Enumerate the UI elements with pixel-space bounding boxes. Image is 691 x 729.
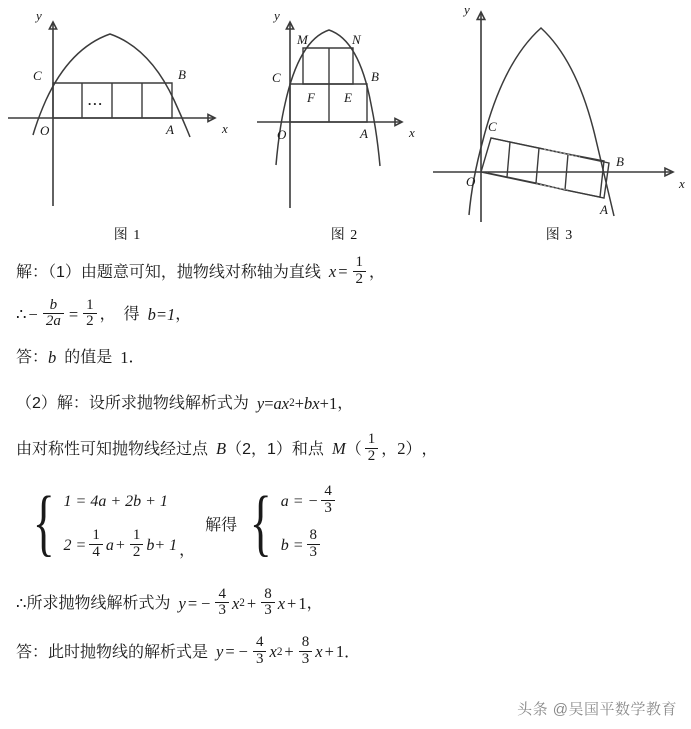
line8-fraction-4-3: [253, 635, 267, 668]
sol-a-den: 3: [321, 500, 335, 517]
line4-expr-x2: x: [312, 394, 320, 414]
sol-a-lead: a = −: [280, 492, 319, 510]
line1-prefix: 解：（1）由题意可知，抛物线对称轴为直线: [16, 263, 321, 281]
line7-minus: −: [201, 593, 211, 613]
line5-middle: 和点: [291, 440, 324, 458]
line5-fraction-half: [365, 432, 379, 465]
line8-plus: +: [284, 642, 294, 662]
solution-value-a: [281, 480, 338, 524]
line8-f1-num: 4: [255, 634, 264, 650]
line5-comma: ，: [421, 440, 438, 458]
point-label-B: B: [371, 69, 379, 84]
line4-expr-y: y: [256, 394, 265, 414]
point-label-B: B: [616, 154, 624, 169]
sys-eq2-b: b: [146, 536, 155, 554]
figure-3-caption: 图 3: [545, 228, 574, 243]
point-label-E: E: [344, 90, 352, 105]
slanted-squares: [481, 138, 609, 198]
line3-period: ．: [128, 349, 145, 367]
line1-frac-den: 2: [353, 271, 367, 288]
axis-label-y: y: [274, 8, 280, 23]
axes: [433, 12, 673, 222]
line7-f2-den: 3: [261, 602, 275, 619]
line8-text: 此时抛物线的解析式是: [48, 643, 209, 661]
line2-fraction-b-2a: [43, 298, 64, 331]
axis-label-y: y: [36, 8, 42, 23]
axis-label-y: y: [464, 2, 470, 17]
line4-expr-x: x: [281, 394, 290, 414]
line7-f1-den: 3: [215, 602, 229, 619]
ellipsis-label: ...: [88, 93, 104, 108]
figure-1-canvas: [0, 0, 255, 225]
line5-frac-den: 2: [365, 448, 379, 465]
figure-3: [428, 0, 691, 250]
line1-equals: =: [338, 262, 348, 282]
sys-eq2-frac-1-4: [89, 528, 103, 561]
line7-plus: +: [246, 593, 257, 613]
line2-frac1-den: 2a: [43, 313, 64, 330]
line5-frac-num: 1: [367, 431, 376, 447]
line2-frac1-num: b: [49, 296, 58, 313]
line7-eq: =: [187, 593, 198, 613]
sys-eq2-f2-den: 2: [130, 544, 144, 561]
line7-x2: x: [277, 593, 286, 613]
line2-equals: =: [68, 304, 79, 324]
figure-3-canvas: [428, 0, 691, 225]
equation-system-right: [243, 480, 338, 568]
figure-2-canvas: [252, 0, 437, 225]
figure-1: [0, 0, 255, 250]
line7-comma: ，: [306, 595, 323, 613]
point-label-C: C: [488, 119, 497, 134]
line4-comma: ，: [337, 395, 354, 413]
line2-frac2-den: 2: [83, 313, 97, 330]
line4-expr-b: b: [304, 394, 313, 414]
point-label-N: N: [352, 32, 361, 47]
sol-b-lead: b =: [280, 536, 304, 554]
line3-value: 1: [120, 348, 129, 368]
sys-eq2-a: a: [105, 536, 114, 554]
sys-eq1: 1 = 4a + 2b + 1: [63, 492, 168, 510]
solution-line-5: [16, 433, 675, 466]
figure-1-caption: 图 1: [113, 228, 142, 243]
system-comma: ，: [179, 541, 196, 559]
line2-minus: −: [28, 304, 38, 324]
point-label-B: B: [178, 67, 186, 82]
axis-label-x: x: [409, 125, 415, 140]
line7-x: x: [231, 593, 240, 613]
line8-eq: =: [225, 642, 235, 662]
line7-plus2: +: [287, 593, 297, 613]
line8-period: ．: [344, 643, 361, 661]
line5-point-b: B: [216, 439, 227, 459]
solution-system-line: [16, 480, 675, 568]
sol-b-fraction: [307, 528, 321, 561]
line4-expr-plus2: +: [319, 394, 329, 414]
line8-one: 1: [335, 642, 345, 662]
line8-minus: −: [238, 642, 248, 662]
line7-f1-num: 4: [218, 585, 226, 602]
line4-expr-plus1: +: [294, 394, 305, 414]
line8-answer-label: 答：: [16, 643, 49, 661]
line3-var-b: b: [48, 348, 57, 368]
line4-expr-pow: 2: [289, 397, 295, 410]
point-label-O: O: [466, 174, 476, 189]
line2-therefore: ∴: [16, 304, 27, 324]
line5-coord-comma: ，: [381, 440, 398, 458]
point-label-C: C: [272, 70, 281, 85]
line5-point-b-coords: （2，1）: [226, 440, 292, 458]
solution-rows: [279, 480, 338, 568]
line7-text: 所求抛物线解析式为: [26, 595, 171, 613]
line7-one: 1: [298, 593, 307, 613]
sys-eq2-tail: + 1: [154, 536, 178, 554]
line1-var-x: x: [328, 262, 337, 282]
watermark-text: 头条 @吴国平数学教育: [517, 701, 677, 718]
line5-coord-y: 2: [397, 439, 406, 459]
line2-comma: ，: [99, 306, 116, 324]
solution-line-7: [16, 585, 675, 621]
line8-pow: 2: [276, 645, 283, 658]
sys-eq2-f2-num: 1: [132, 527, 141, 544]
sol-b-den: 3: [307, 544, 321, 561]
line3-answer-label: 答：: [16, 349, 49, 367]
system-jiede-label: 解得: [205, 517, 238, 534]
line5-prefix: 由对称性可知抛物线经过点: [16, 440, 209, 458]
line7-fraction-4-3: [215, 587, 229, 620]
sol-a-num: 4: [324, 483, 332, 500]
left-brace: {: [32, 481, 55, 564]
line7-y: y: [178, 593, 186, 613]
inscribed-rectangles: [53, 83, 172, 118]
right-brace: {: [249, 481, 272, 564]
line4-prefix: （2）解：设所求抛物线解析式为: [16, 395, 249, 413]
line4-expr-one: 1: [328, 394, 338, 414]
line8-y: y: [216, 642, 224, 662]
equation-system-left: [26, 480, 177, 568]
solution-line-1: [16, 256, 675, 289]
point-label-O: O: [277, 127, 287, 142]
figures-row: [0, 0, 691, 250]
sol-b-num: 8: [309, 527, 318, 544]
sol-a-fraction: [321, 484, 335, 517]
system-rows: [62, 480, 178, 568]
line2-fraction-half: [83, 298, 97, 331]
sys-eq2-lead: 2 =: [63, 536, 87, 554]
line5-paren-open: （: [345, 440, 362, 458]
point-label-O: O: [40, 123, 50, 138]
line7-pow: 2: [239, 597, 245, 610]
point-label-M: M: [297, 32, 308, 47]
solution-line-8: [16, 636, 675, 669]
line7-therefore: ∴: [16, 593, 27, 613]
line8-x: x: [269, 642, 277, 662]
line8-f1-den: 3: [253, 651, 267, 668]
line7-f2-num: 8: [264, 585, 272, 602]
sys-eq2-f1-den: 4: [89, 544, 103, 561]
line5-point-m: M: [331, 439, 346, 459]
line2-de: 得: [123, 306, 140, 324]
line8-f2-num: 8: [301, 634, 310, 650]
system-equation-2: [64, 524, 178, 568]
parabola-curve: [276, 30, 380, 166]
line3-text: 的值是: [64, 349, 113, 367]
figure-2-caption: 图 2: [330, 228, 359, 243]
sys-eq2-frac-1-2: [130, 528, 144, 561]
point-label-C: C: [33, 68, 42, 83]
solution-line-2: [16, 296, 675, 332]
point-label-A: A: [360, 126, 368, 141]
solution-value-b: [281, 524, 338, 568]
line8-plus2: +: [324, 642, 334, 662]
lower-rectangles: [290, 84, 367, 122]
line8-x2: x: [315, 642, 323, 662]
sys-eq2-f1-num: 1: [92, 527, 100, 544]
system-equation-1: [64, 480, 178, 524]
line2-comma2: ，: [175, 306, 192, 324]
solution-line-3: [16, 343, 675, 373]
line2-result: b=1: [147, 304, 176, 324]
axis-label-x: x: [222, 121, 228, 136]
line1-frac-num: 1: [355, 254, 364, 270]
line4-expr-eq: =: [264, 394, 274, 414]
line7-fraction-8-3: [261, 587, 275, 620]
point-label-F: F: [307, 90, 315, 105]
line1-comma: ，: [369, 263, 386, 281]
sys-eq2-plus: +: [115, 536, 125, 554]
line4-expr-a: a: [273, 394, 282, 414]
axis-label-x: x: [679, 176, 685, 191]
point-label-A: A: [166, 122, 174, 137]
line1-fraction: [353, 255, 367, 288]
solution-line-4: [16, 389, 675, 419]
line8-f2-den: 3: [299, 651, 313, 668]
figure-2: [252, 0, 437, 250]
line2-frac2-num: 1: [86, 296, 94, 313]
upper-rectangle: [303, 48, 353, 84]
point-label-A: A: [600, 202, 608, 217]
line5-paren-close: ）: [405, 440, 422, 458]
line8-fraction-8-3: [299, 635, 313, 668]
solution-body: [0, 250, 691, 673]
